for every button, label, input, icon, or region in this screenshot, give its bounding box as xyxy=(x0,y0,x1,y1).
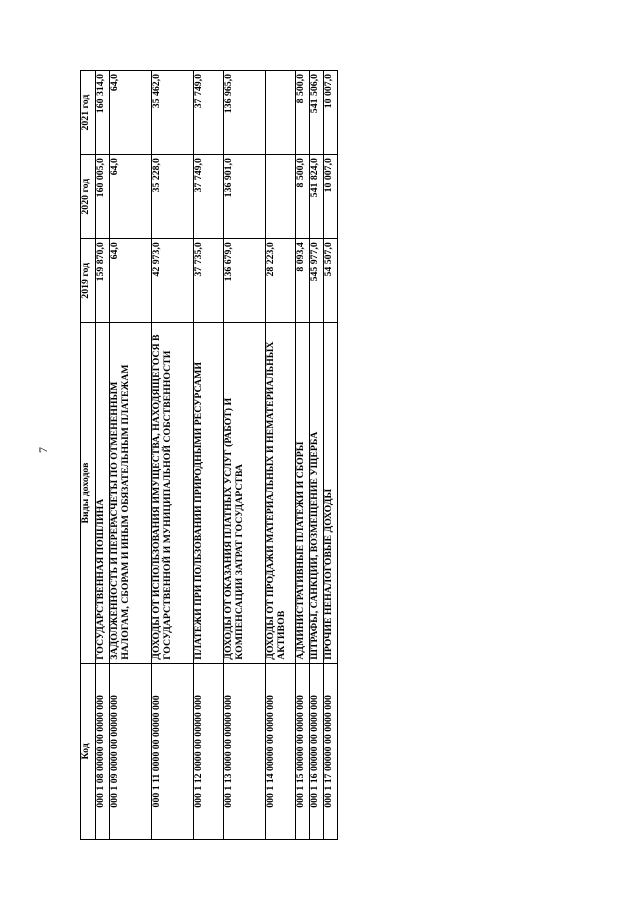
header-income-type: Виды доходов xyxy=(81,323,96,663)
row-2019-value: 42 973,0 xyxy=(152,239,194,323)
row-2020-value: 10 007,0 xyxy=(324,155,338,239)
row-2021-value: 37 749,0 xyxy=(194,71,224,155)
header-code: Код xyxy=(81,663,96,839)
row-2020-value: 64,0 xyxy=(110,155,152,239)
row-2020-value: 8 500,0 xyxy=(296,155,310,239)
row-2021-value: 136 965,0 xyxy=(224,71,266,155)
income-table xyxy=(80,70,338,840)
row-2021-value: 160 314,0 xyxy=(96,71,110,155)
row-2020-value: 160 005,0 xyxy=(96,155,110,239)
row-2021-value: 64,0 xyxy=(110,71,152,155)
table-row xyxy=(324,71,338,840)
table-row xyxy=(194,71,224,840)
table-row xyxy=(224,71,266,840)
row-2019-value: 64,0 xyxy=(110,239,152,323)
table-row xyxy=(96,71,110,840)
table-row xyxy=(266,71,296,840)
row-income-type: ПЛАТЕЖИ ПРИ ПОЛЬЗОВАНИИ ПРИРОДНЫМИ РЕСУРСАМИ xyxy=(194,323,224,663)
row-2021-value: 10 007,0 xyxy=(324,71,338,155)
header-2019: 2019 год xyxy=(81,239,96,323)
table-row xyxy=(152,71,194,840)
row-code: 000 1 17 00000 00 0000 000 xyxy=(324,663,338,839)
row-code: 000 1 12 0000 00 00000 000 xyxy=(194,663,224,839)
row-2020-value xyxy=(266,155,296,239)
row-code: 000 1 16 00000 00 0000 000 xyxy=(310,663,324,839)
table-row xyxy=(310,71,324,840)
row-code: 000 1 09 0000 00 00000 000 xyxy=(110,663,152,839)
row-code: 000 1 14 00000 00 0000 000 xyxy=(266,663,296,839)
row-code: 000 1 08 00000 00 0000 000 xyxy=(96,663,110,839)
row-2019-value: 136 679,0 xyxy=(224,239,266,323)
table-header-row xyxy=(81,71,96,840)
table-row xyxy=(296,71,310,840)
row-2020-value: 541 824,0 xyxy=(310,155,324,239)
row-income-type: ДОХОДЫ ОТ ОКАЗАНИЯ ПЛАТНЫХ УСЛУГ (РАБОТ) И КОМПЕНСАЦИИ ЗАТРАТ ГОСУДАРСТВА xyxy=(224,323,266,663)
header-2021: 2021 год xyxy=(81,71,96,155)
row-2019-value: 8 093,4 xyxy=(296,239,310,323)
header-2020: 2020 год xyxy=(81,155,96,239)
row-2021-value xyxy=(266,71,296,155)
row-code: 000 1 11 0000 00 00000 000 xyxy=(152,663,194,839)
row-income-type: ПРОЧИЕ НЕНАЛОГОВЫЕ ДОХОДЫ xyxy=(324,323,338,663)
row-2020-value: 136 901,0 xyxy=(224,155,266,239)
row-2020-value: 37 749,0 xyxy=(194,155,224,239)
row-code: 000 1 15 00000 00 0000 000 xyxy=(296,663,310,839)
row-2021-value: 541 506,0 xyxy=(310,71,324,155)
page-number: 7 xyxy=(36,447,50,453)
row-income-type: ДОХОДЫ ОТ ПРОДАЖИ МАТЕРИАЛЬНЫХ И НЕМАТЕРИАЛЬНЫХ АКТИВОВ xyxy=(266,323,296,663)
row-income-type: ШТРАФЫ, САНКЦИИ, ВОЗМЕЩЕНИЕ УЩЕРБА xyxy=(310,323,324,663)
row-2021-value: 35 462,0 xyxy=(152,71,194,155)
rotated-table-wrapper xyxy=(80,70,352,840)
row-income-type: ЗАДОЛЖЕННОСТЬ И ПЕРЕРАСЧЕТЫ ПО ОТМЕНЕННЫМ НАЛОГАМ, СБОРАМ И ИНЫМ ОБЯЗАТЕЛЬНЫМ ПЛАТЕЖАМ xyxy=(110,323,152,663)
row-2019-value: 28 223,0 xyxy=(266,239,296,323)
row-2020-value: 35 228,0 xyxy=(152,155,194,239)
row-2021-value: 8 500,0 xyxy=(296,71,310,155)
row-2019-value: 54 507,0 xyxy=(324,239,338,323)
table-row xyxy=(110,71,152,840)
row-income-type: АДМИНИСТРАТИВНЫЕ ПЛАТЕЖИ И СБОРЫ xyxy=(296,323,310,663)
row-2019-value: 159 870,0 xyxy=(96,239,110,323)
row-2019-value: 37 735,0 xyxy=(194,239,224,323)
row-code: 000 1 13 0000 00 00000 000 xyxy=(224,663,266,839)
row-income-type: ГОСУДАРСТВЕННАЯ ПОШЛИНА xyxy=(96,323,110,663)
row-income-type: ДОХОДЫ ОТ ИСПОЛЬЗОВАНИЯ ИМУЩЕСТВА, НАХОДЯЩЕГОСЯ В ГОСУДАРСТВЕННОЙ И МУНИЦИПАЛЬНОЙ СОБСТВЕННОСТИ xyxy=(152,323,194,663)
row-2019-value: 545 977,0 xyxy=(310,239,324,323)
